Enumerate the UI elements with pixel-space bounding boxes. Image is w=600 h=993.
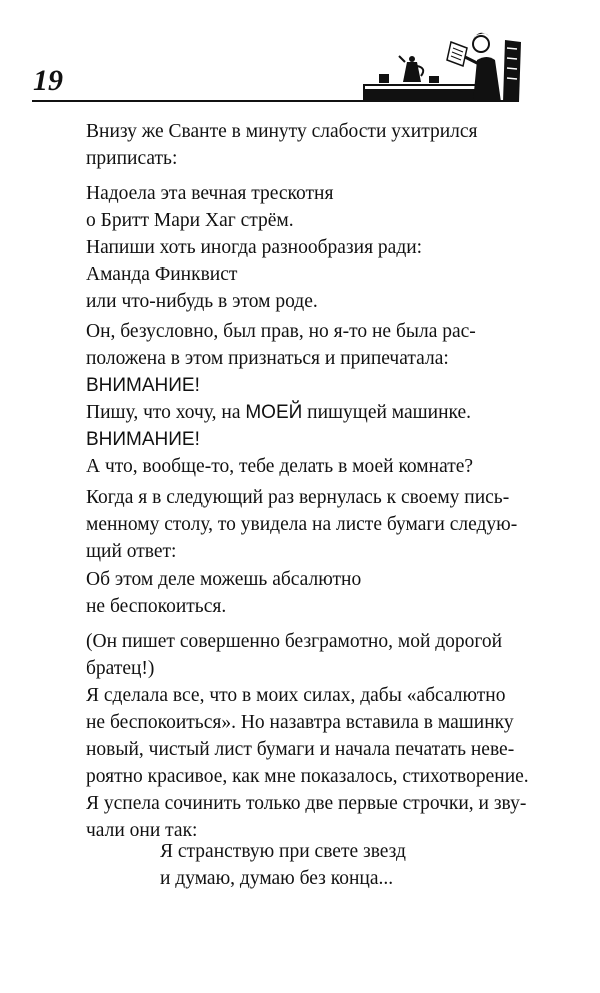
paragraph-1	[86, 118, 538, 172]
line: Я успела сочинить только две первые строчки, и зву-	[86, 793, 527, 814]
line: Аманда Финквист	[86, 264, 238, 285]
note-segment: Пишу, что хочу, на	[86, 402, 246, 423]
note-line: ВНИМАНИЕ!	[86, 429, 200, 450]
line: о Бритт Мари Хаг стрём.	[86, 210, 294, 231]
line: роятно красивое, как мне показалось, стихотворение.	[86, 766, 529, 787]
note-line-2	[86, 402, 471, 423]
note-segment: пишущей машинке.	[302, 402, 472, 423]
note-emphasis: МОЕЙ	[245, 402, 303, 423]
reply-note	[86, 566, 538, 620]
line: Надоела эта вечная трескотня	[86, 183, 334, 204]
line: Я сделала все, что в моих силах, дабы «абсалютно	[86, 685, 506, 706]
line: Он, безусловно, был прав, но я-то не была рас-	[86, 321, 476, 342]
line: и думаю, думаю без конца...	[160, 868, 394, 889]
paragraph-2	[86, 318, 538, 372]
line: приписать:	[86, 148, 178, 169]
line: Напиши хоть иногда разнообразия ради:	[86, 237, 423, 258]
note-line: А что, вообще-то, тебе делать в моей комнате?	[86, 456, 474, 477]
line: Когда я в следующий раз вернулась к своему пись-	[86, 487, 510, 508]
line: не беспокоиться.	[86, 596, 227, 617]
reading-woman-illustration	[355, 20, 525, 104]
line: братец!)	[86, 658, 155, 679]
line: положена в этом признаться и припечатала:	[86, 348, 449, 369]
line: или что-нибудь в этом роде.	[86, 291, 318, 312]
page-number: 19	[33, 64, 63, 97]
line: новый, чистый лист бумаги и начала печатать неве-	[86, 739, 515, 760]
line: не беспокоиться». Но назавтра вставила в машинку	[86, 712, 514, 733]
typed-note	[86, 372, 538, 480]
verse	[160, 838, 520, 892]
body-text	[86, 118, 538, 172]
line: Я странствую при свете звезд	[160, 841, 406, 862]
paragraph-3	[86, 484, 538, 565]
note-line: ВНИМАНИЕ!	[86, 375, 200, 396]
paragraph-4	[86, 628, 538, 844]
line: щий ответ:	[86, 541, 177, 562]
line: (Он пишет совершенно безграмотно, мой дорогой	[86, 631, 503, 652]
line: менному столу, то увидела на листе бумаги следую-	[86, 514, 518, 535]
line: чали они так:	[86, 820, 198, 841]
line: Внизу же Сванте в минуту слабости ухитрился	[86, 121, 478, 142]
line: Об этом деле можешь абсалютно	[86, 569, 362, 590]
poem-1	[86, 180, 538, 315]
